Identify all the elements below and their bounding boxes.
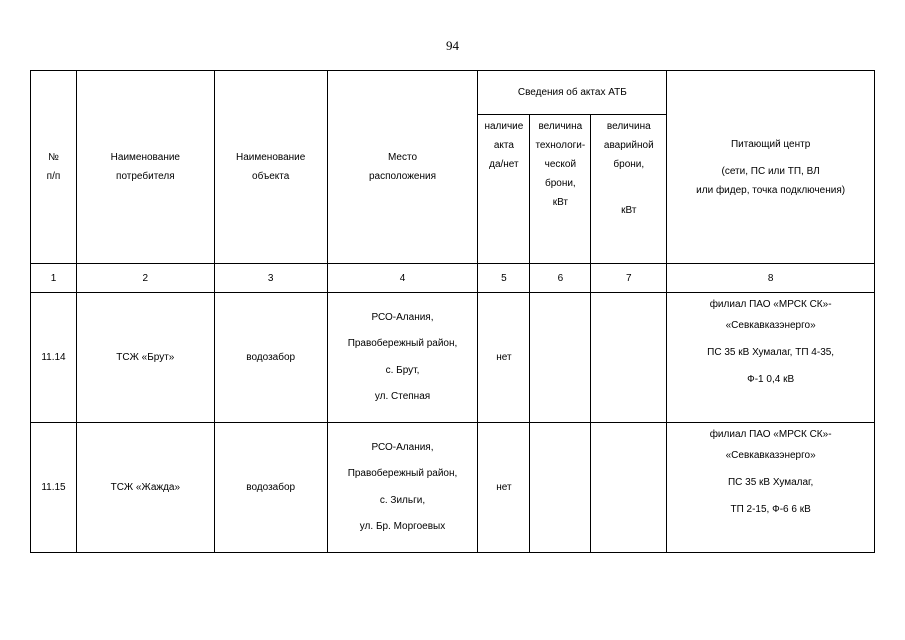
- object-name: водозабор: [214, 293, 327, 423]
- tech-reserve: [530, 423, 591, 553]
- tech-reserve: [530, 293, 591, 423]
- row-number: 11.15: [31, 423, 77, 553]
- column-number: 6: [530, 264, 591, 293]
- column-number: 1: [31, 264, 77, 293]
- column-number: 2: [76, 264, 214, 293]
- header-location: Место расположения: [327, 71, 478, 264]
- act-presence: нет: [478, 423, 530, 553]
- header-object-name: Наименование объекта: [214, 71, 327, 264]
- table-row: [31, 423, 875, 553]
- header-tech-reserve: величина технологи- ческой брони, кВт: [530, 115, 591, 264]
- consumer-name: ТСЖ «Брут»: [76, 293, 214, 423]
- column-number: 3: [214, 264, 327, 293]
- page-number: 94: [446, 38, 459, 53]
- column-number: 8: [667, 264, 875, 293]
- column-number-row: [31, 264, 875, 293]
- emergency-reserve: [591, 293, 667, 423]
- emergency-reserve: [591, 423, 667, 553]
- consumer-name: ТСЖ «Жажда»: [76, 423, 214, 553]
- header-consumer-name: Наименование потребителя: [76, 71, 214, 264]
- header-atb-group: Сведения об актах АТБ: [478, 71, 667, 115]
- location: РСО-Алания, Правобережный район, с. Брут, ул. Степная: [327, 293, 478, 423]
- column-number: 7: [591, 264, 667, 293]
- header-emergency-reserve: величина аварийной брони, кВт: [591, 115, 667, 264]
- power-center: филиал ПАО «МРСК СК»- «Севкавказэнерго» ПС 35 кВ Хумалаг, ТП 4-35, Ф-1 0,4 кВ: [667, 293, 875, 423]
- column-number: 5: [478, 264, 530, 293]
- atb-table: [30, 70, 875, 553]
- power-center: филиал ПАО «МРСК СК»- «Севкавказэнерго» ПС 35 кВ Хумалаг, ТП 2-15, Ф-6 6 кВ: [667, 423, 875, 553]
- location: РСО-Алания, Правобережный район, с. Зильги, ул. Бр. Моргоевых: [327, 423, 478, 553]
- row-number: 11.14: [31, 293, 77, 423]
- table-row: [31, 293, 875, 423]
- act-presence: нет: [478, 293, 530, 423]
- header-number: № п/п: [31, 71, 77, 264]
- column-number: 4: [327, 264, 478, 293]
- header-power-center: Питающий центр (сети, ПС или ТП, ВЛ или фидер, точка подключения): [667, 71, 875, 264]
- object-name: водозабор: [214, 423, 327, 553]
- header-act-presence: наличие акта да/нет: [478, 115, 530, 264]
